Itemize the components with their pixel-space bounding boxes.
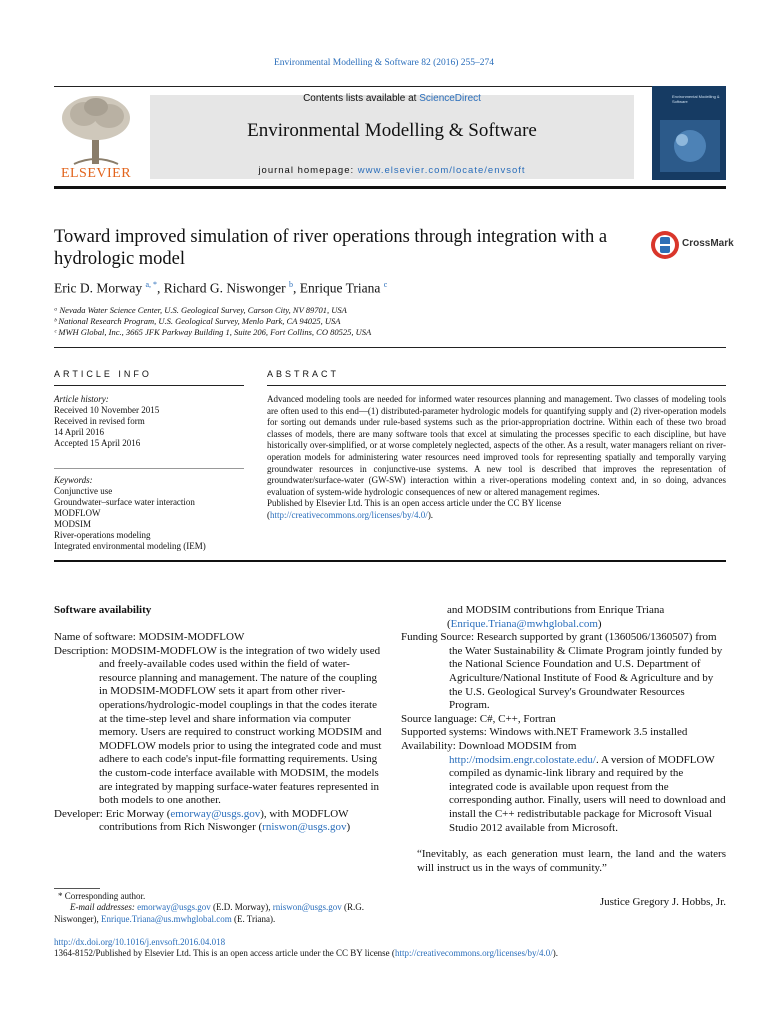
journal-cover-image[interactable]: Environmental Modelling & Software [652, 86, 726, 180]
abstract-body [267, 394, 726, 522]
email-link[interactable]: emorway@usgs.gov [170, 807, 261, 820]
software-language: Source language: C#, C++, Fortran [401, 712, 556, 725]
crossmark-badge[interactable]: CrossMark [650, 228, 730, 262]
epigraph-author: Justice Gregory J. Hobbs, Jr. [599, 896, 726, 908]
abstract-text: Advanced modeling tools are needed for informed water resources planning and management. Two classes of modeling tools are often used to this end—(1) distributed-parameter hydrologic models for quantifying supply and (2) river-operation models for sorting out demands under rule-based systems such as the prior-appropriation doctrine. Within each of these two broad classes of models, there are many software tools that excel at simulating the processes specific to each discipline, but have historically over-simplified, or at worse completely neglected, aspects of the other. As a result, water managers reliant on river-operation models for administering water resources need improved tools for representing spatially and temporally varying groundwater resources in conjunctive-use systems. A new tool is described that improves the representation of groundwater/surface-water (GW-SW) interaction within a river-operations modeling context and, in so doing, advances evaluation of system-wide hydrologic consequences of new or altered management regimes. [267, 394, 726, 497]
header-top-rule [54, 86, 726, 87]
homepage-link[interactable]: www.elsevier.com/locate/envsoft [357, 165, 526, 176]
email-link[interactable]: emorway@usgs.gov [137, 902, 211, 912]
elsevier-wordmark: ELSEVIER [60, 166, 132, 181]
article-title: Toward improved simulation of river operations through integration with a hydrologic model [54, 227, 608, 269]
sciencedirect-link[interactable]: ScienceDirect [419, 93, 481, 104]
section-rule [54, 560, 726, 562]
software-column-2 [401, 604, 726, 835]
keyword: River-operations modeling [54, 530, 151, 540]
epigraph-quote: “Inevitably, as each generation must learn, the land and the waters will instruct us in the ways of community.” [417, 848, 726, 874]
article-info-heading: ARTICLE INFO [54, 369, 152, 379]
abstract-heading: ABSTRACT [267, 369, 340, 379]
software-funding: Funding Source: Research supported by grant (1360506/1360507) from the Water Sustainability & Climate Program jointly funded by the National Science Foundation and U.S. Department of Agriculture/National Institute of Food & Agriculture and by the U.S. Geological Survey's Groundwater Resources Program. [401, 631, 723, 712]
email-link[interactable]: Enrique.Triana@mwhglobal.com [450, 617, 598, 630]
history-entry: Received 10 November 2015 [54, 405, 160, 415]
footnote-rule [54, 888, 100, 889]
journal-citation[interactable]: Environmental Modelling & Software 82 (2016) 255–274 [273, 58, 495, 68]
affiliation: ᵃ Nevada Water Science Center, U.S. Geological Survey, Carson City, NV 89701, USA [54, 305, 347, 315]
cc-license-link[interactable]: http://creativecommons.org/licenses/by/4.0/ [394, 948, 553, 958]
journal-homepage: journal homepage: www.elsevier.com/locate/envsoft [258, 165, 526, 176]
author-name: Richard G. Niswonger [163, 280, 286, 296]
author-name: Eric D. Morway [54, 280, 143, 296]
software-systems: Supported systems: Windows with.NET Framework 3.5 installed [401, 726, 688, 739]
author-affiliation-mark[interactable]: c [383, 280, 388, 289]
crossmark-icon [650, 230, 680, 260]
modsim-download-link[interactable]: http://modsim.engr.colostate.edu/ [449, 753, 596, 766]
email-link[interactable]: rniswon@usgs.gov [262, 821, 347, 834]
elsevier-logo[interactable] [54, 92, 138, 182]
author-affiliation-mark[interactable]: a, * [145, 280, 158, 289]
cover-graphic-icon [660, 120, 720, 172]
history-entry: 14 April 2016 [54, 427, 105, 437]
software-column-1 [54, 631, 384, 835]
contents-line: Contents lists available at ScienceDirect [303, 93, 481, 104]
software-developer-cont: and MODSIM contributions from Enrique Triana (Enrique.Triana@mwhglobal.com) [447, 604, 665, 630]
article-history: Article history: Received 10 November 2015 Received in revised form 14 April 2016 Accepted 15 April 2016 [54, 394, 244, 449]
article-info-rule [54, 385, 244, 386]
history-entry: Accepted 15 April 2016 [54, 438, 141, 448]
keyword: MODSIM [54, 519, 92, 529]
keyword: Groundwater–surface water interaction [54, 497, 195, 507]
email-footnote: E-mail addresses: emorway@usgs.gov (E.D. Morway), rniswon@usgs.gov (R.G. Niswonger), Enrique.Triana@us.mwhglobal.com (E. Triana). [54, 902, 364, 924]
author-affiliation-mark[interactable]: b [289, 280, 294, 289]
cc-license-link[interactable]: http://creativecommons.org/licenses/by/4.0/ [270, 509, 428, 520]
software-developer: Developer: Eric Morway (emorway@usgs.gov), with MODFLOW contributions from Rich Niswonger (rniswon@usgs.gov) [54, 807, 351, 834]
author-name: Enrique Triana [299, 280, 381, 296]
affiliation: ᶜ MWH Global, Inc., 3665 JFK Parkway Building 1, Suite 206, Fort Collins, CO 80525, USA [54, 327, 372, 337]
doi-link[interactable]: http://dx.doi.org/10.1016/j.envsoft.2016.04.018 [54, 937, 226, 947]
abstract-license: Published by Elsevier Ltd. This is an open access article under the CC BY license (http://creativecommons.org/licenses/by/4.0/). [267, 498, 562, 520]
keywords-rule [54, 468, 244, 469]
affiliation: ᵇ National Research Program, U.S. Geological Survey, Menlo Park, CA 94025, USA [54, 316, 341, 326]
keyword: Integrated environmental modeling (IEM) [54, 541, 206, 551]
software-heading: Software availability [54, 604, 152, 616]
author-list: Eric D. Morway $^{a, *}$, Richard G. Niswonger $^b$, Enrique Triana $^c$ [54, 280, 388, 296]
keyword: MODFLOW [54, 508, 101, 518]
email-link[interactable]: Enrique.Triana@us.mwhglobal.com [101, 913, 232, 924]
section-rule [54, 347, 726, 348]
software-name: Name of software: MODSIM-MODFLOW [54, 631, 245, 643]
corresponding-author-note: * Corresponding author. [58, 891, 146, 901]
journal-name: Environmental Modelling & Software [247, 120, 537, 141]
software-description: Description: MODSIM-MODFLOW is the integration of two widely used and freely-available codes used within the field of water-resource planning and management. The nature of the coupling in MODSIM-MODFLOW sets it apart from other river-operations/hydrologic-model couplings in that the codes iterate at the time-step level and share information via computer memory. Users are required to construct working MODSIM and MODFLOW models prior to using the integrated code and must adhere to each code's input-file formatting requirements. Using the custom-code interface available with MODSIM, the models are integrated by mapping surface-water features represented in both models to one another. [54, 644, 382, 807]
copyright-line: 1364-8152/Published by Elsevier Ltd. This is an open access article under the CC BY license (http://creativecommons.org/licenses/by/4.0/). [54, 948, 558, 958]
keywords-block: Keywords: Conjunctive use Groundwater–surface water interaction MODFLOW MODSIM River-operations modeling Integrated environmental modeling (IEM) [54, 475, 254, 552]
keyword: Conjunctive use [54, 486, 113, 496]
header-bottom-rule [54, 186, 726, 189]
software-availability: Availability: Download MODSIM from http://modsim.engr.colostate.edu/. A version of MODFLOW compiled as dynamic-link library and required by the integrated code is available upon request from the corresponding author. Finally, users will need to download and install the C++ redistributable package for Microsoft Visual Studio 2012 available from Microsoft. [401, 739, 726, 834]
abstract-rule [267, 385, 726, 386]
email-link[interactable]: rniswon@usgs.gov [272, 902, 342, 912]
history-entry: Received in revised form [54, 416, 145, 426]
